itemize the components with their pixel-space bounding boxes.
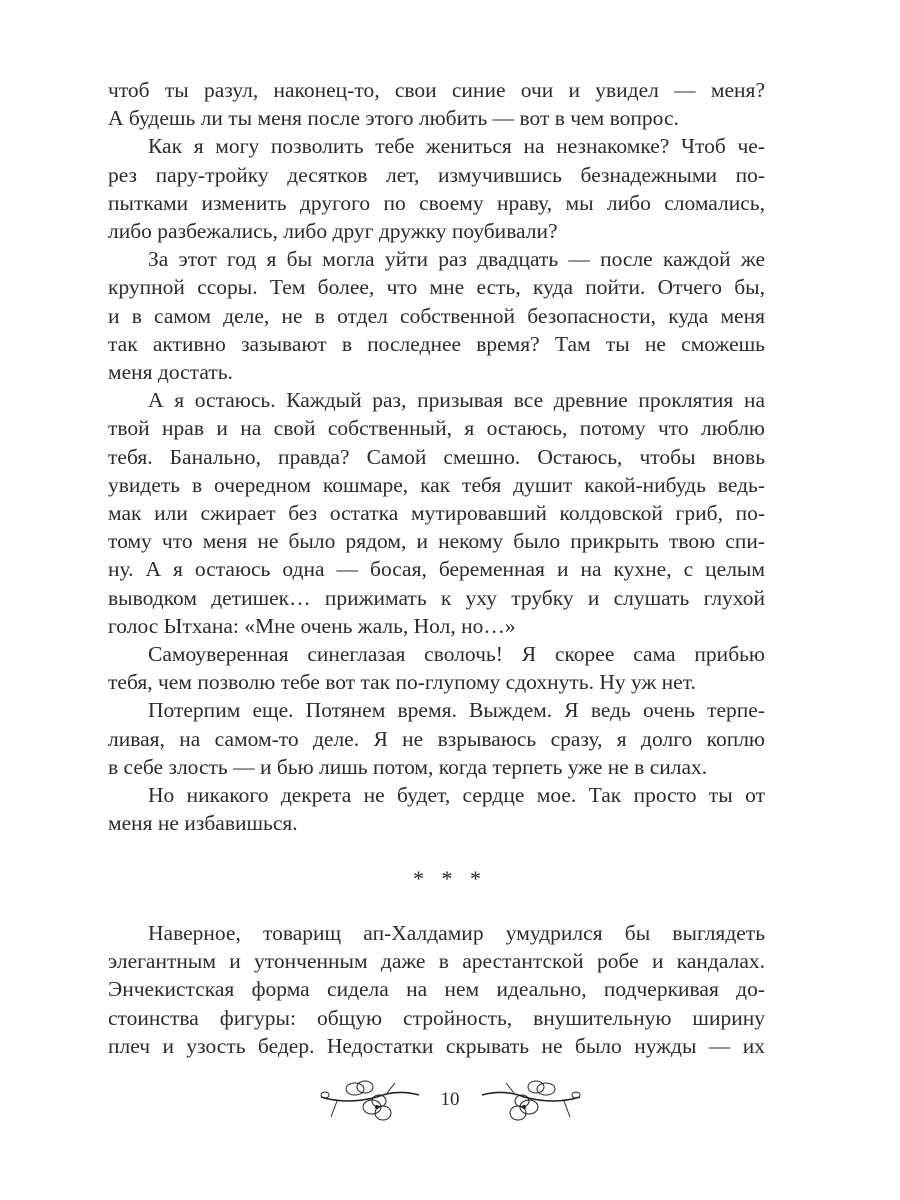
text-line: в себе злость — и бью лишь потом, когда терпеть уже не в силах.: [108, 754, 708, 779]
text-line: Как я могу позволить тебе жениться на незнакомке? Чтоб че-: [148, 134, 765, 159]
page-number: 10: [440, 1089, 460, 1110]
page-footer: [0, 1075, 900, 1125]
magnolia-branch-icon: [317, 1077, 427, 1123]
text-line: Наверное, товарищ ап-Халдамир умудрился бы выглядеть: [148, 921, 765, 945]
text-line: рез пару-тройку десятков лет, измучившись безнадежными по-: [108, 162, 765, 187]
text-line: увидеть в очередном кошмаре, как тебя душит какой-нибудь ведь-: [108, 472, 765, 497]
text-line: голос Ытхана: «Мне очень жаль, Нол, но…»: [108, 613, 516, 638]
magnolia-branch-icon: [474, 1077, 584, 1123]
text-line: ну. А я остаюсь одна — босая, беременная и на кухне, с целым: [108, 557, 765, 582]
text-line: Самоуверенная синеглазая сволочь! Я скорее сама прибью: [148, 642, 765, 666]
text-line: меня не избавишься.: [108, 811, 298, 836]
text-line: твой нрав и на свой собственный, я остаюсь, потому что люблю: [108, 416, 765, 441]
section-divider: * * *: [413, 866, 487, 891]
text-line: А я остаюсь. Каждый раз, призывая все древние проклятия на: [148, 388, 765, 413]
text-line: Потерпим еще. Потянем время. Выждем. Я ведь очень терпе-: [148, 698, 765, 723]
text-line: чтоб ты разул, наконец-то, свои синие очи и увидел — меня?: [108, 78, 765, 102]
text-line: либо разбежались, либо друг дружку поубивали?: [108, 219, 558, 243]
text-line: крупной ссоры. Тем более, что мне есть, куда пойти. Отчего бы,: [108, 275, 765, 300]
text-line: плеч и узость бедер. Недостатки скрывать не было нужды — их: [108, 1033, 765, 1058]
text-line: За этот год я бы могла уйти раз двадцать — после каждой же: [148, 247, 765, 272]
text-line: тебя, чем позволю тебе вот так по-глупому сдохнуть. Ну уж нет.: [108, 670, 696, 695]
text-line: ливая, на самом-то деле. Я не взрываюсь сразу, я долго коплю: [108, 726, 765, 751]
text-line: А будешь ли ты меня после этого любить — вот в чем вопрос.: [108, 106, 679, 131]
text-line: пытками изменить другого по своему нраву, мы либо сломались,: [108, 190, 765, 215]
text-line: так активно зазывают в последнее время? Там ты не сможешь: [108, 331, 765, 356]
text-line: Но никакого декрета не будет, сердце мое. Так просто ты от: [148, 783, 765, 807]
text-line: меня достать.: [108, 360, 233, 384]
text-line: мак или сжирает без остатка мутировавший колдовской гриб, по-: [108, 501, 765, 525]
text-line: тому что меня не было рядом, и некому было прикрыть твою спи-: [108, 529, 765, 554]
text-line: элегантным и утонченным даже в арестантской робе и кандалах.: [108, 949, 765, 974]
text-line: тебя. Банально, правда? Самой смешно. Остаюсь, чтобы вновь: [108, 444, 765, 469]
text-line: и в самом деле, не в отдел собственной безопасности, куда меня: [108, 303, 765, 328]
text-line: Энчекистская форма сидела на нем идеально, подчеркивая до-: [108, 977, 765, 1002]
text-line: стоинства фигуры: общую стройность, внушительную ширину: [108, 1005, 765, 1030]
text-line: выводком детишек… прижимать к уху трубку и слушать глухой: [108, 585, 765, 610]
